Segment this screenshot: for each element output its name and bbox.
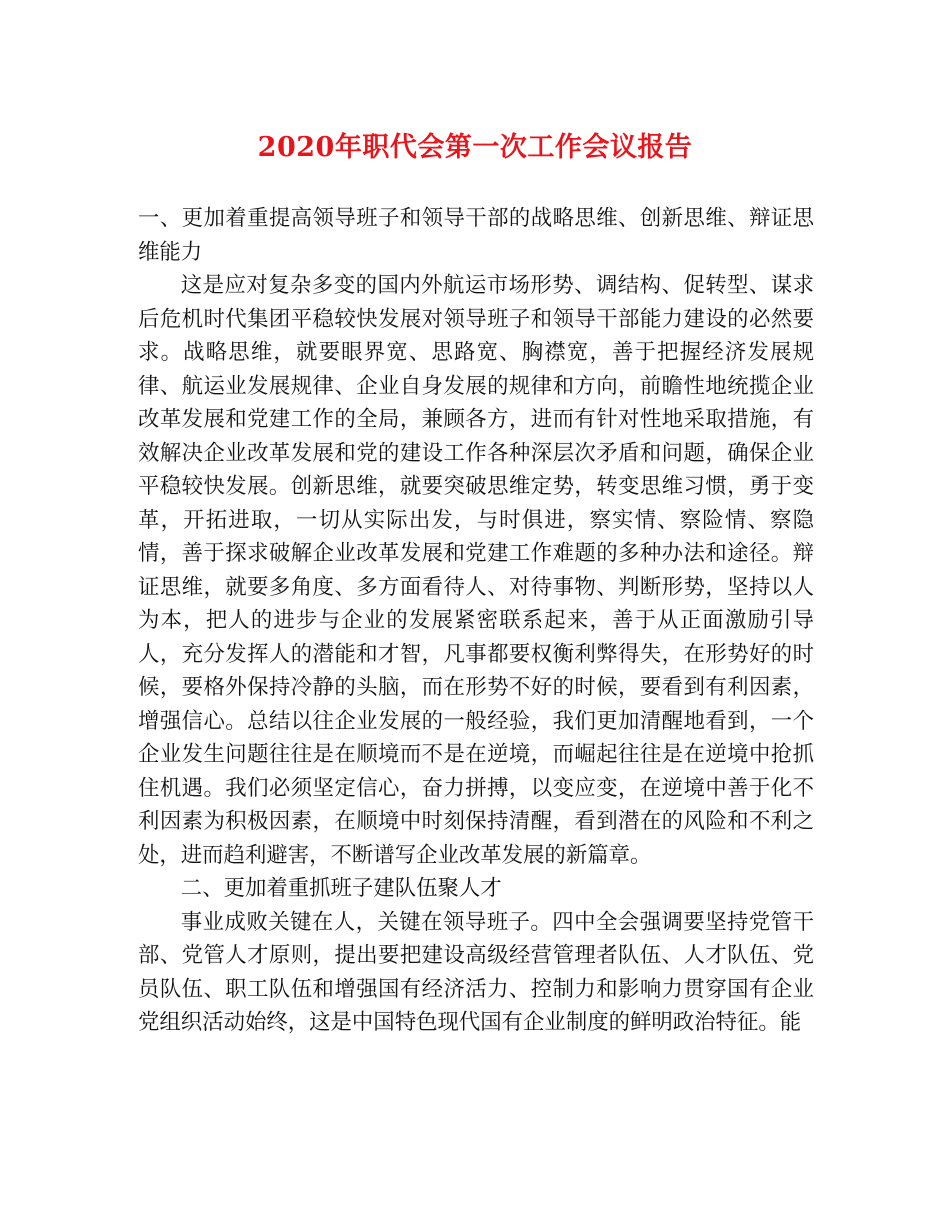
page-title: 2020年职代会第一次工作会议报告 xyxy=(257,132,693,163)
document-body xyxy=(138,202,814,1040)
heading-section-2: 二、更加着重抓班子建队伍聚人才 xyxy=(180,876,502,901)
paragraph-section-2-body: 事业成败关键在人，关键在领导班子。四中全会强调要坚持党管干部、党管人才原则，提出要把建设高级经营管理者队伍、人才队伍、党员队伍、职工队伍和增强国有经济活力、控制力和影响力贯穿国有企业党组织活动始终，这是中国特色现代国有企业制度的鲜明政治特征。能 xyxy=(138,909,814,1035)
heading-section-1: 一、更加着重提高领导班子和领导干部的战略思维、创新思维、辩证思维能力 xyxy=(138,206,814,265)
paragraph-section-1-body: 这是应对复杂多变的国内外航运市场形势、调结构、促转型、谋求后危机时代集团平稳较快发展对领导班子和领导干部能力建设的必然要求。战略思维，就要眼界宽、思路宽、胸襟宽，善于把握经济发展规律、航运业发展规律、企业自身发展的规律和方向，前瞻性地统揽企业改革发展和党建工作的全局，兼顾各方，进而有针对性地采取措施，有效解决企业改革发展和党的建设工作各种深层次矛盾和问题，确保企业平稳较快发展。创新思维，就要突破思维定势，转变思维习惯，勇于变革，开拓进取，一切从实际出发，与时俱进，察实情、察险情、察隐情，善于探求破解企业改革发展和党建工作难题的多种办法和途径。辩证思维，就要多角度、多方面看待人、对待事物、判断形势，坚持以人为本，把人的进步与企业的发展紧密联系起来，善于从正面激励引导人，充分发挥人的潜能和才智，凡事都要权衡利弊得失，在形势好的时候，要格外保持冷静的头脑，而在形势不好的时候，要看到有利因素，增强信心。总结以往企业发展的一般经验，我们更加清醒地看到，一个企业发生问题往往是在顺境而不是在逆境，而崛起往往是在逆境中抢抓住机遇。我们必须坚定信心，奋力拼搏，以变应变，在逆境中善于化不利因素为积极因素，在顺境中时刻保持清醒，看到潜在的风险和不利之处，进而趋利避害，不断谱写企业改革发展的新篇章。 xyxy=(138,273,814,868)
